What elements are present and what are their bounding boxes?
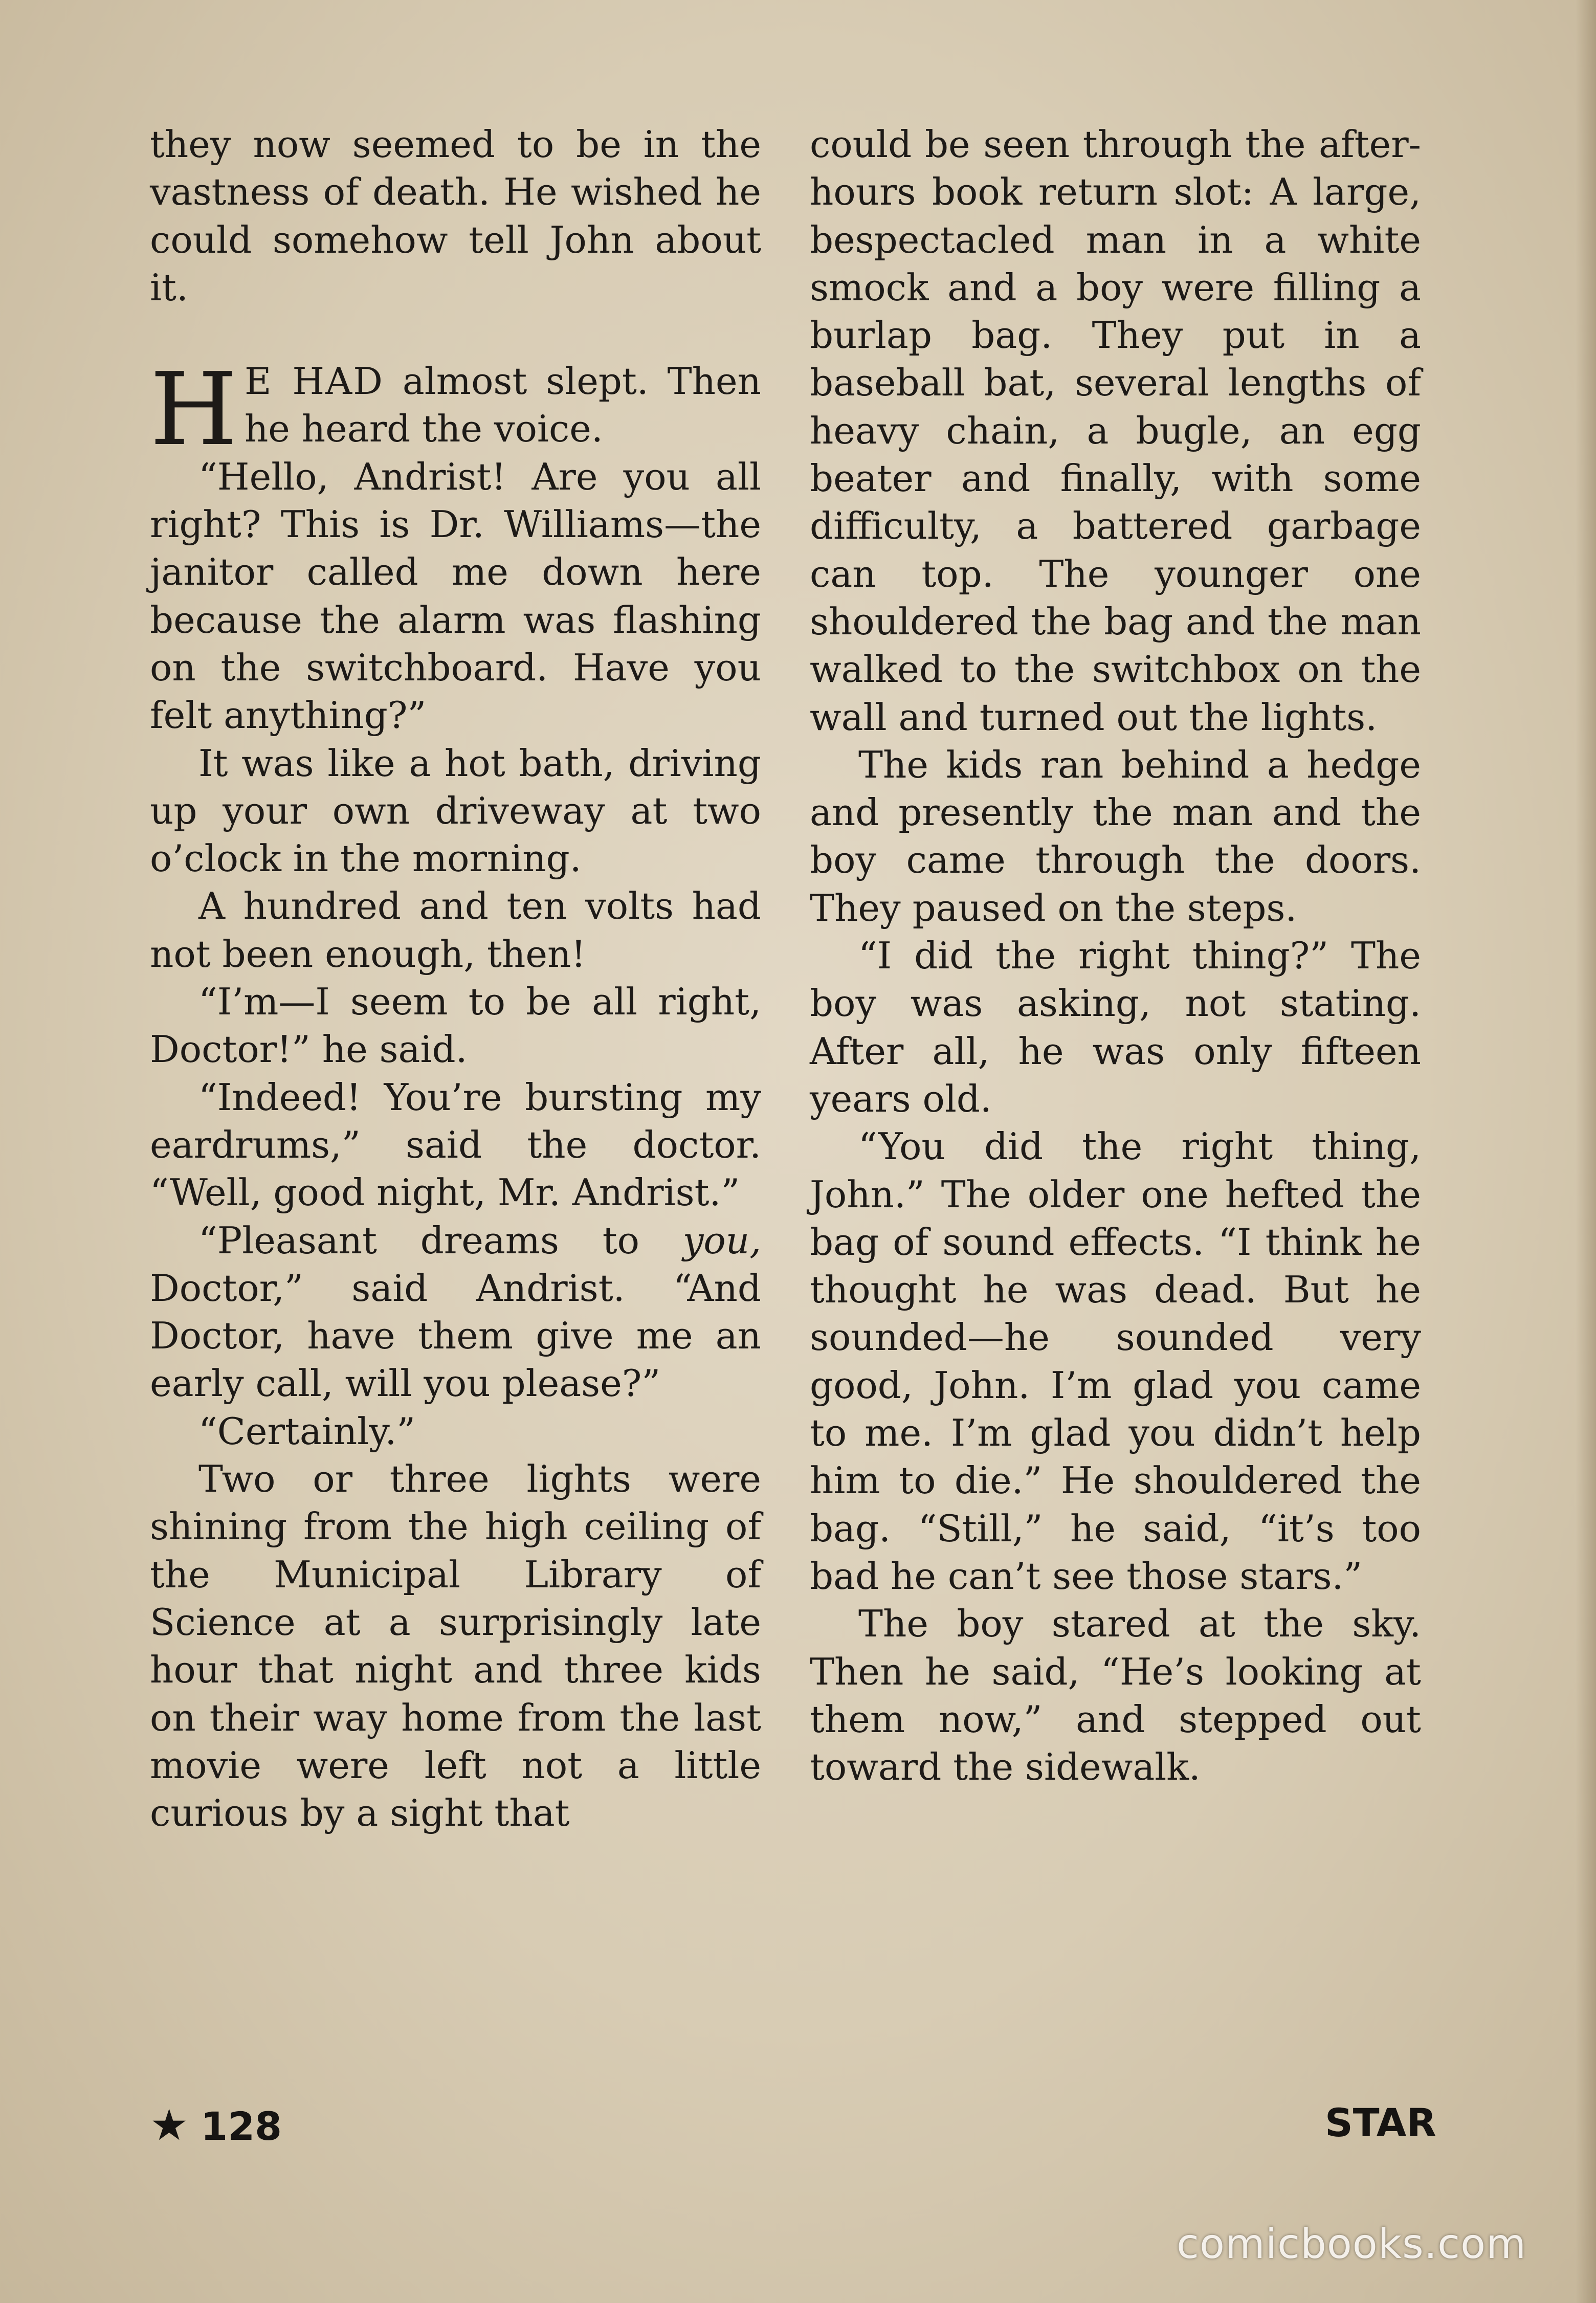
drop-cap: H bbox=[150, 351, 237, 469]
paragraph: “You did the right thing, John.” The older one hefted the bag of sound effects. “I think he thought he was dead. But he sounded—he sounded very good, John. I’m glad you came to me. I’m glad you didn’t help him to die.” He shouldered the bag. “Still,” he said, “it’s too bad he can’t see those stars.” bbox=[810, 1125, 1421, 1598]
watermark: comicbooks.com bbox=[1177, 2220, 1527, 2268]
paragraph bbox=[150, 1217, 761, 1408]
right-text-column bbox=[810, 121, 1421, 1791]
star-icon: ★ bbox=[150, 2100, 189, 2150]
italic-text: you, bbox=[682, 1219, 761, 1262]
paragraph: It was like a hot bath, driving up your own driveway at two o’clock in the morning. bbox=[150, 741, 761, 880]
paragraph: “Hello, Andrist! Are you all right? This is Dr. Williams—the janitor called me down here because the alarm was flashing on the switchboard. Have you felt anything?” bbox=[150, 455, 761, 737]
paragraph-dropcap bbox=[150, 351, 761, 469]
page-footer-left bbox=[150, 2100, 282, 2150]
paragraph: The boy stared at the sky. Then he said, “He’s looking at them now,” and stepped out toward the sidewalk. bbox=[810, 1602, 1421, 1789]
paragraph: they now seemed to be in the vastness of death. He wished he could somehow tell John about it. bbox=[150, 123, 761, 309]
paragraph: “Indeed! You’re bursting my eardrums,” said the doctor. “Well, good night, Mr. Andrist.” bbox=[150, 1075, 761, 1214]
running-title: STAR bbox=[1325, 2100, 1437, 2145]
paragraph: “I’m—I seem to be all right, Doctor!” he said. bbox=[150, 980, 761, 1071]
paragraph: The kids ran behind a hedge and presently the man and the boy came through the doors. They paused on the steps. bbox=[810, 743, 1421, 929]
paragraph: “I did the right thing?” The boy was asking, not stating. After all, he was only fifteen years old. bbox=[810, 934, 1421, 1120]
small-caps-lead: E HAD bbox=[244, 360, 384, 403]
paragraph: “Certainly.” bbox=[198, 1409, 416, 1453]
paragraph: A hundred and ten volts had not been enough, then! bbox=[150, 884, 761, 976]
paragraph: could be seen through the after-hours book return slot: A large, bespectacled man in a white smock and a boy were filling a burlap bag. They put in a baseball bat, several lengths of heavy chain, a bugle, an egg beater and finally, with some difficulty, a battered garbage can top. The younger one shouldered the bag and the man walked to the switchbox on the wall and turned out the lights. bbox=[810, 123, 1421, 739]
paragraph-text: Doctor,” said Andrist. “And Doctor, have them give me an early call, will you please?” bbox=[150, 1266, 761, 1405]
paragraph-text: almost slept. Then he heard the voice. bbox=[244, 360, 761, 451]
paragraph: Two or three lights were shining from the high ceiling of the Municipal Library of Science at a surprisingly late hour that night and three kids on their way home from the last movie were left not a little curious by a sight that bbox=[150, 1457, 761, 1835]
page-edge-shadow bbox=[1576, 0, 1596, 2303]
page-number: 128 bbox=[201, 2103, 282, 2149]
left-text-column bbox=[150, 121, 761, 1837]
paragraph-text: “Pleasant dreams to bbox=[198, 1219, 639, 1262]
